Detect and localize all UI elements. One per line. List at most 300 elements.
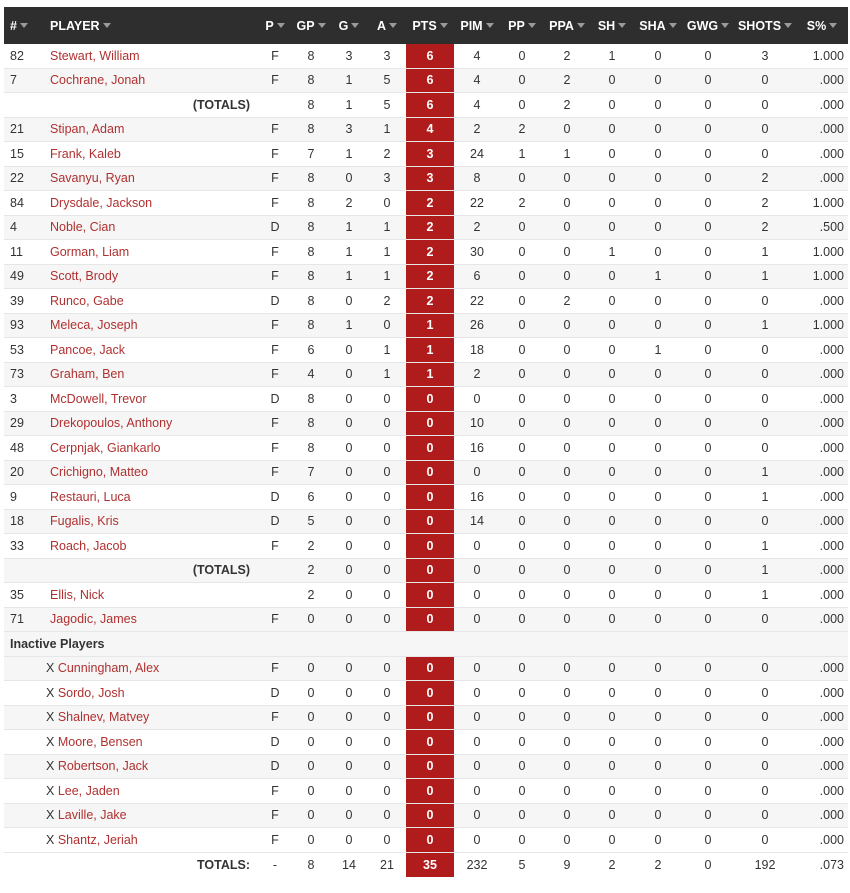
cell-number: 39 <box>4 289 44 314</box>
cell-g: 0 <box>330 509 368 534</box>
cell-sh: 0 <box>590 289 634 314</box>
cell-shots: 0 <box>734 436 796 461</box>
cell-shots: 0 <box>734 93 796 118</box>
player-link[interactable]: Scott, Brody <box>50 269 119 284</box>
cell-sh: 0 <box>590 436 634 461</box>
sort-arrow-icon[interactable] <box>618 23 626 28</box>
cell-a: 0 <box>368 656 406 681</box>
cell-gp: 0 <box>292 730 330 755</box>
player-link[interactable]: Drysdale, Jackson <box>50 195 153 210</box>
player-link[interactable]: Fugalis, Kris <box>50 514 119 529</box>
cell-sp: .000 <box>796 730 848 755</box>
cell-gp: 7 <box>292 460 330 485</box>
cell-number: 18 <box>4 509 44 534</box>
cell-sp: .000 <box>796 117 848 142</box>
cell-sh: 1 <box>590 240 634 265</box>
cell-pim: 24 <box>454 142 500 167</box>
table-row <box>4 142 848 167</box>
cell-gwg: 0 <box>682 828 734 853</box>
table-row <box>4 681 848 706</box>
cell-shots: 0 <box>734 338 796 363</box>
cell-g: 0 <box>330 362 368 387</box>
player-link[interactable]: Cerpnjak, Giankarlo <box>50 440 161 455</box>
cell-pim: 14 <box>454 509 500 534</box>
column-header-gp[interactable] <box>292 7 330 44</box>
cell-a: 5 <box>368 68 406 93</box>
cell-pts: 3 <box>406 142 454 167</box>
player-link[interactable]: Moore, Bensen <box>57 734 143 749</box>
cell-pim: 6 <box>454 264 500 289</box>
cell-gp: 8 <box>292 93 330 118</box>
cell-pp: 1 <box>500 142 544 167</box>
cell-gwg: 0 <box>704 857 712 872</box>
cell-sha: 0 <box>634 583 682 608</box>
cell-pim: 16 <box>454 436 500 461</box>
table-row <box>4 730 848 755</box>
cell-pim: 22 <box>454 289 500 314</box>
column-header-pp[interactable] <box>500 7 544 44</box>
cell-shots: 0 <box>734 730 796 755</box>
cell-position: F <box>258 44 292 68</box>
player-link[interactable]: Ellis, Nick <box>50 587 105 602</box>
column-header-pos[interactable] <box>258 7 292 44</box>
cell-shots: 1 <box>734 485 796 510</box>
cell-gp: 8 <box>292 117 330 142</box>
cell-position: F <box>258 68 292 93</box>
cell-position: F <box>258 191 292 216</box>
cell-gp: 0 <box>292 803 330 828</box>
cell-sp: 1.000 <box>796 191 848 216</box>
cell-a: 0 <box>368 411 406 436</box>
cell-gp: 8 <box>292 215 330 240</box>
cell-player <box>44 583 258 608</box>
cell-gp: 0 <box>292 681 330 706</box>
player-link[interactable]: Pancoe, Jack <box>50 342 126 357</box>
column-header-sha[interactable] <box>634 7 682 44</box>
column-header-label: PIM <box>460 18 483 33</box>
cell-sh: 0 <box>590 215 634 240</box>
cell-sh: 0 <box>590 754 634 779</box>
cell-sp: 1.000 <box>796 264 848 289</box>
sort-arrow-icon[interactable] <box>389 23 397 28</box>
cell-ppa: 9 <box>563 857 571 872</box>
cell-shots: 0 <box>734 68 796 93</box>
player-link[interactable]: Lee, Jaden <box>57 783 120 798</box>
table-row <box>4 509 848 534</box>
cell-shots: 0 <box>734 681 796 706</box>
sort-arrow-icon[interactable] <box>318 23 326 28</box>
cell-ppa: 0 <box>544 779 590 804</box>
column-header-label: PP <box>508 18 525 33</box>
cell-pim: 22 <box>454 191 500 216</box>
player-link[interactable]: Jagodic, James <box>50 612 137 627</box>
cell-sp: .000 <box>796 803 848 828</box>
cell-pts: 0 <box>406 656 454 681</box>
cell-position: D <box>258 215 292 240</box>
player-link[interactable]: Graham, Ben <box>50 367 125 382</box>
cell-pp: 0 <box>500 558 544 583</box>
cell-sp: .000 <box>796 289 848 314</box>
cell-player <box>44 362 258 387</box>
cell-position <box>258 583 292 608</box>
cell-pp: 0 <box>500 779 544 804</box>
cell-gwg: 0 <box>682 93 734 118</box>
cell-player <box>4 705 258 730</box>
cell-sh: 0 <box>590 828 634 853</box>
cell-sh: 0 <box>590 411 634 436</box>
cell-gp: 8 <box>292 387 330 412</box>
cell-sp: .500 <box>796 215 848 240</box>
cell-pim: 0 <box>454 754 500 779</box>
cell-sp: .000 <box>796 460 848 485</box>
cell-shots: 1 <box>734 240 796 265</box>
cell-position: D <box>258 754 292 779</box>
cell-sp: .000 <box>796 142 848 167</box>
cell-gp: 0 <box>292 705 330 730</box>
cell-pts: 0 <box>406 534 454 559</box>
sort-arrow-icon[interactable] <box>486 23 494 28</box>
cell-pp: 0 <box>500 44 544 68</box>
cell-number: 15 <box>4 142 44 167</box>
cell-gwg: 0 <box>682 44 734 68</box>
sort-arrow-icon[interactable] <box>528 23 536 28</box>
cell-player <box>44 485 258 510</box>
cell-ppa: 0 <box>544 583 590 608</box>
cell-gp: 8 <box>292 44 330 68</box>
cell-gwg: 0 <box>682 705 734 730</box>
cell-sp: .000 <box>796 485 848 510</box>
cell-g: 0 <box>330 558 368 583</box>
cell-pts: 0 <box>406 509 454 534</box>
cell-pts: 0 <box>406 730 454 755</box>
cell-position: D <box>258 681 292 706</box>
table-row <box>4 779 848 804</box>
cell-sha: 0 <box>634 68 682 93</box>
cell-pim: 0 <box>454 705 500 730</box>
player-link[interactable]: Cochrane, Jonah <box>50 73 146 88</box>
cell-shots: 0 <box>734 779 796 804</box>
cell-number: 29 <box>4 411 44 436</box>
cell-sp: .000 <box>796 93 848 118</box>
inactive-marker: X <box>46 734 55 749</box>
cell-sha: 0 <box>634 828 682 853</box>
sort-arrow-icon[interactable] <box>577 23 585 28</box>
cell-sh: 0 <box>590 362 634 387</box>
cell-pim: 0 <box>454 558 500 583</box>
column-header-label: GP <box>296 18 315 33</box>
cell-sha: 0 <box>634 460 682 485</box>
cell-pts: 0 <box>406 828 454 853</box>
cell-sp: .073 <box>819 857 844 872</box>
cell-sp: .000 <box>796 558 848 583</box>
column-header-gwg[interactable] <box>682 7 734 44</box>
cell-sha: 0 <box>634 705 682 730</box>
cell-gwg: 0 <box>682 142 734 167</box>
player-link[interactable]: McDowell, Trevor <box>50 391 147 406</box>
cell-pim: 0 <box>454 656 500 681</box>
player-link[interactable]: Meleca, Joseph <box>50 318 138 333</box>
cell-g: 1 <box>330 93 368 118</box>
cell-pp: 0 <box>500 264 544 289</box>
cell-pts: 6 <box>406 68 454 93</box>
cell-ppa: 2 <box>544 68 590 93</box>
grand-totals-row <box>4 852 848 877</box>
cell-sha: 0 <box>634 142 682 167</box>
column-header-shots[interactable] <box>734 7 796 44</box>
cell-a: 0 <box>368 705 406 730</box>
cell-sp: 1.000 <box>796 240 848 265</box>
cell-gwg: 0 <box>682 509 734 534</box>
cell-player <box>44 534 258 559</box>
table-row <box>4 338 848 363</box>
cell-sh: 2 <box>608 857 616 872</box>
cell-gp: 0 <box>292 779 330 804</box>
player-link[interactable]: Restauri, Luca <box>50 489 131 504</box>
cell-gp: 8 <box>292 313 330 338</box>
cell-gwg: 0 <box>682 656 734 681</box>
table-row <box>4 387 848 412</box>
cell-gwg: 0 <box>682 534 734 559</box>
column-header-pim[interactable] <box>454 7 500 44</box>
cell-player <box>44 117 258 142</box>
subtotal-label: (TOTALS) <box>44 558 258 583</box>
cell-gp: 8 <box>307 857 315 872</box>
cell-gwg: 0 <box>682 583 734 608</box>
cell-ppa: 2 <box>544 93 590 118</box>
column-header-sp[interactable] <box>796 7 848 44</box>
cell-player <box>44 387 258 412</box>
cell-player <box>44 436 258 461</box>
cell-number: 3 <box>4 387 44 412</box>
cell-gp: 2 <box>292 558 330 583</box>
player-link[interactable]: Laville, Jake <box>57 808 127 823</box>
player-link[interactable]: Shantz, Jeriah <box>57 832 138 847</box>
inactive-marker: X <box>46 808 55 823</box>
cell-pim: 0 <box>454 803 500 828</box>
cell-ppa: 0 <box>544 117 590 142</box>
cell-pp: 0 <box>500 411 544 436</box>
sort-arrow-icon[interactable] <box>829 23 837 28</box>
table-row <box>4 754 848 779</box>
cell-pts: 1 <box>406 313 454 338</box>
player-link[interactable]: Gorman, Liam <box>50 244 130 259</box>
table-row <box>4 607 848 632</box>
cell-gp: 2 <box>292 583 330 608</box>
column-header-num[interactable] <box>4 7 44 44</box>
cell-pts: 0 <box>406 387 454 412</box>
cell-sh: 0 <box>590 93 634 118</box>
player-link[interactable]: Noble, Cian <box>50 220 116 235</box>
cell-player <box>4 828 258 853</box>
column-header-a[interactable] <box>368 7 406 44</box>
cell-g: 0 <box>330 485 368 510</box>
cell-g: 0 <box>330 387 368 412</box>
player-link[interactable]: Sordo, Josh <box>57 685 125 700</box>
column-header-name[interactable] <box>44 7 258 44</box>
cell-position: D <box>258 730 292 755</box>
cell-pts: 2 <box>406 240 454 265</box>
cell-sha: 0 <box>634 240 682 265</box>
cell-a: 1 <box>368 117 406 142</box>
sort-arrow-icon[interactable] <box>103 23 111 28</box>
cell-sha: 2 <box>654 857 662 872</box>
player-link[interactable]: Roach, Jacob <box>50 538 127 553</box>
inactive-section-label: Inactive Players <box>4 632 848 657</box>
cell-number: 7 <box>4 68 44 93</box>
cell-shots: 2 <box>734 215 796 240</box>
player-link[interactable]: Robertson, Jack <box>57 759 149 774</box>
cell-gp: 7 <box>292 142 330 167</box>
cell-number: 35 <box>4 583 44 608</box>
cell-gp: 8 <box>292 191 330 216</box>
cell-ppa: 0 <box>544 362 590 387</box>
cell-number: 71 <box>4 607 44 632</box>
sort-arrow-icon[interactable] <box>351 23 359 28</box>
sort-arrow-icon[interactable] <box>20 23 28 28</box>
player-stats-table <box>4 7 848 877</box>
cell-pim: 8 <box>454 166 500 191</box>
sort-arrow-icon[interactable] <box>669 23 677 28</box>
cell-sh: 0 <box>590 387 634 412</box>
cell-position: F <box>258 166 292 191</box>
cell-player <box>4 656 258 681</box>
cell-gwg: 0 <box>682 338 734 363</box>
cell-gwg: 0 <box>682 117 734 142</box>
player-link[interactable]: Cunningham, Alex <box>57 661 160 676</box>
cell-pp: 0 <box>500 656 544 681</box>
cell-gwg: 0 <box>682 730 734 755</box>
player-link[interactable]: Shalnev, Matvey <box>57 710 150 725</box>
cell-player <box>4 779 258 804</box>
player-link[interactable]: Runco, Gabe <box>50 293 124 308</box>
cell-pim: 0 <box>454 828 500 853</box>
cell-player <box>44 313 258 338</box>
cell-g: 0 <box>330 436 368 461</box>
cell-ppa: 0 <box>544 460 590 485</box>
cell-pim: 232 <box>466 857 488 872</box>
cell-sp: .000 <box>796 656 848 681</box>
cell-position: F <box>258 460 292 485</box>
player-link[interactable]: Frank, Kaleb <box>50 146 121 161</box>
table-row <box>4 166 848 191</box>
cell-ppa: 0 <box>544 387 590 412</box>
cell-player <box>44 215 258 240</box>
cell-shots: 0 <box>734 117 796 142</box>
cell-a: 0 <box>368 779 406 804</box>
table-row <box>4 583 848 608</box>
cell-gwg: 0 <box>682 387 734 412</box>
cell-pp: 5 <box>518 857 526 872</box>
cell-player <box>44 460 258 485</box>
cell-g: 3 <box>330 117 368 142</box>
inactive-section-row <box>4 632 848 657</box>
cell-number: 84 <box>4 191 44 216</box>
column-header-label: SHOTS <box>737 18 782 33</box>
column-header-label: SHA <box>639 18 666 33</box>
table-row <box>4 313 848 338</box>
cell-position: F <box>258 436 292 461</box>
cell-g: 0 <box>330 411 368 436</box>
cell-sh: 0 <box>590 583 634 608</box>
table-header-row <box>4 7 848 44</box>
cell-shots: 3 <box>734 44 796 68</box>
cell-shots: 0 <box>734 607 796 632</box>
player-link[interactable]: Savanyu, Ryan <box>50 171 135 186</box>
cell-pim: 0 <box>454 534 500 559</box>
cell-shots: 0 <box>734 289 796 314</box>
cell-gwg: 0 <box>682 166 734 191</box>
cell-sh: 0 <box>590 264 634 289</box>
cell-number: 53 <box>4 338 44 363</box>
cell-gwg: 0 <box>682 779 734 804</box>
cell-g: 1 <box>330 264 368 289</box>
column-header-sh[interactable] <box>590 7 634 44</box>
cell-position <box>258 93 292 118</box>
cell-gwg: 0 <box>682 411 734 436</box>
sort-arrow-icon[interactable] <box>440 23 448 28</box>
cell-sh: 0 <box>590 313 634 338</box>
player-link[interactable]: Stipan, Adam <box>50 122 125 137</box>
cell-g: 0 <box>330 583 368 608</box>
cell-gwg: 0 <box>682 607 734 632</box>
player-link[interactable]: Drekopoulos, Anthony <box>50 416 173 431</box>
cell-ppa: 0 <box>544 411 590 436</box>
cell-position: F <box>258 411 292 436</box>
table-row <box>4 264 848 289</box>
cell-pim: 0 <box>454 583 500 608</box>
column-header-pts[interactable] <box>406 7 454 44</box>
cell-gp: 6 <box>292 338 330 363</box>
cell-player <box>44 411 258 436</box>
cell-a: 0 <box>368 558 406 583</box>
cell-ppa: 0 <box>544 534 590 559</box>
cell-gp: 0 <box>292 656 330 681</box>
cell-pim: 16 <box>454 485 500 510</box>
cell-position: F <box>258 828 292 853</box>
cell-pim: 2 <box>454 215 500 240</box>
player-link[interactable]: Crichigno, Matteo <box>50 465 148 480</box>
cell-player <box>44 44 258 68</box>
cell-ppa: 0 <box>544 436 590 461</box>
table-row <box>4 534 848 559</box>
cell-sh: 0 <box>590 534 634 559</box>
cell-g: 1 <box>330 215 368 240</box>
table-row <box>4 828 848 853</box>
cell-ppa: 1 <box>544 142 590 167</box>
cell-pts: 6 <box>406 44 454 68</box>
cell-position: F <box>258 338 292 363</box>
cell-sp: .000 <box>796 583 848 608</box>
cell-pp: 0 <box>500 681 544 706</box>
sort-arrow-icon[interactable] <box>721 23 729 28</box>
cell-sp: .000 <box>796 362 848 387</box>
column-header-ppa[interactable] <box>544 7 590 44</box>
sort-arrow-icon[interactable] <box>784 23 792 28</box>
column-header-label: G <box>338 18 349 33</box>
cell-sha: 0 <box>634 754 682 779</box>
cell-pp: 0 <box>500 485 544 510</box>
cell-pp: 0 <box>500 754 544 779</box>
column-header-g[interactable] <box>330 7 368 44</box>
cell-ppa: 0 <box>544 191 590 216</box>
sort-arrow-icon[interactable] <box>277 23 285 28</box>
cell-pts: 2 <box>406 215 454 240</box>
table-row <box>4 44 848 68</box>
cell-position: F <box>258 362 292 387</box>
cell-sh: 0 <box>590 705 634 730</box>
cell-shots: 0 <box>734 509 796 534</box>
player-link[interactable]: Stewart, William <box>50 48 140 63</box>
